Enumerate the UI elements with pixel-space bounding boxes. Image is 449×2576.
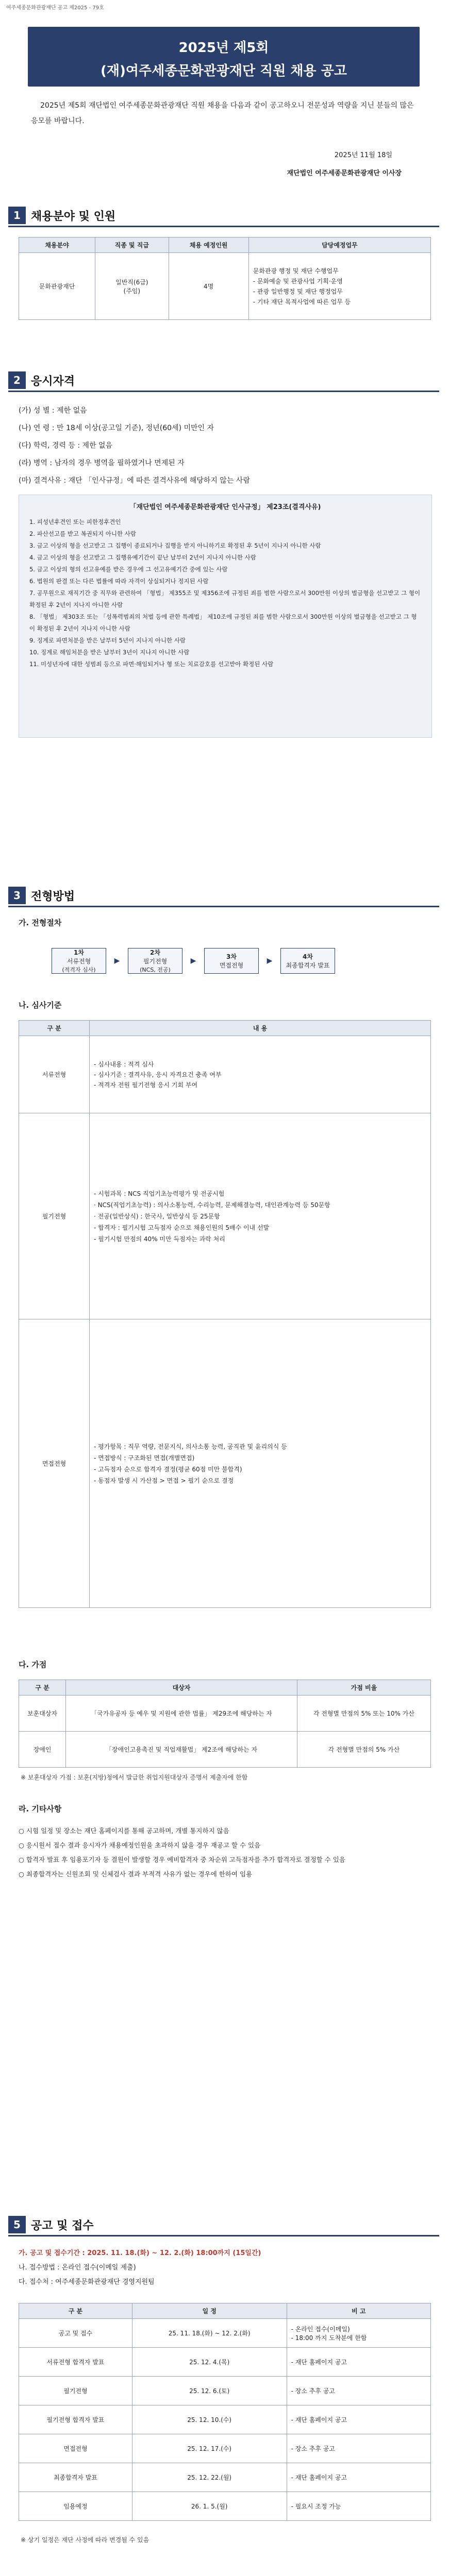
table-cell: 25. 12. 6.(토)	[132, 2377, 287, 2405]
arrow-right-icon: ▶	[114, 957, 120, 965]
section-number: 1	[8, 207, 26, 224]
subsection-title: 가. 전형절차	[19, 918, 62, 927]
section-1-header	[8, 206, 439, 225]
list-item: (마) 결격사유 : 재단 「인사규정」에 따른 결격사유에 해당하지 않는 사람	[19, 477, 250, 485]
table-cell: - 심사내용 : 적격 심사 - 심사기준 : 결격사유, 응시 자격요건 충족 여부 - 적격자 전원 필기전형 응시 기회 부여	[90, 1036, 431, 1113]
col-header: 구 분	[19, 1680, 66, 1696]
table-cell: - 온라인 접수(이메일) - 18:00 까지 도착분에 한함	[287, 2319, 430, 2348]
qualification-list	[19, 402, 431, 489]
col-header: 내 용	[90, 1021, 431, 1036]
intro-text: 2025년 제5회 재단법인 여주세종문화관광재단 직원 채용을 다음과 같이 공고하오니 전문성과 역량을 지닌 분들의 많은 응모를 바랍니다.	[31, 101, 414, 125]
list-item: 8. 「형법」 제303조 또는 「성폭력범죄의 처벌 등에 관한 특례법」 제10조에 규정된 죄를 범한 사람으로서 300만원 이상의 벌금형을 선고받고 그 형이 확정된 후 2년이 지나지 아니한 사람	[29, 613, 417, 632]
process-flow	[52, 948, 335, 974]
table-cell: 필기전형 합격자 발표	[19, 2405, 132, 2434]
table-cell: 필기전형	[19, 1113, 90, 1319]
section-title: 채용분야 및 인원	[31, 210, 116, 223]
col-header: 구 분	[19, 1021, 90, 1036]
list-item: 7. 공무원으로 재직기간 중 직무와 관련하여 「형법」 제355조 및 제356조에 규정된 죄를 범한 사람으로서 300만원 이상의 벌금형을 선고받고 그 형이 확정된 후 2년이 지나지 아니한 사람	[29, 589, 421, 608]
table-cell: 25. 11. 18.(화) ~ 12. 2.(화)	[132, 2319, 287, 2348]
subsection-title: 라. 기타사항	[19, 1804, 62, 1814]
table-cell: 4명	[169, 253, 248, 320]
schedule-note: ※ 상기 일정은 재단 사정에 따라 변경될 수 있음	[21, 2536, 149, 2544]
table-cell: 25. 12. 10.(수)	[132, 2405, 287, 2434]
flow-step: 4차 최종합격자 발표	[280, 948, 335, 974]
table-cell: - 재단 홈페이지 공고	[287, 2348, 430, 2377]
list-item: 6. 법원의 판결 또는 다른 법률에 따라 자격이 상실되거나 정지된 사람	[29, 578, 209, 585]
list-item: 나. 접수방법 : 온라인 접수(이메일 제출)	[19, 2264, 136, 2272]
section-title: 전형방법	[31, 890, 75, 903]
table-cell: 서류전형	[19, 1036, 90, 1113]
list-item: 가. 공고 및 접수기간 : 2025. 11. 18.(화) ~ 12. 2.(화) 18:00까지 (15일간)	[19, 2249, 261, 2257]
table-cell: 최종합격자 발표	[19, 2463, 132, 2492]
subsection-title: 다. 가점	[19, 1660, 47, 1669]
list-item: (라) 병역 : 남자의 경우 병역을 필하였거나 면제된 자	[19, 459, 185, 467]
list-item: 3. 금고 이상의 형을 선고받고 그 집행이 종료되거나 집행을 받지 아니하기로 확정된 후 5년이 지나지 아니한 사람	[29, 542, 321, 549]
list-item: 11. 미성년자에 대한 성범죄 등으로 파면·해임되거나 형 또는 치료감호를 선고받아 확정된 사람	[29, 660, 274, 668]
table-cell: 일반직(6급) (주임)	[95, 253, 169, 320]
recruit-table	[19, 237, 431, 320]
other-list	[19, 1824, 431, 1882]
table-cell: - 평가항목 : 직무 역량, 전문지식, 의사소통 능력, 공직관 및 윤리의식 등 - 면접방식 : 구조화된 면접(개별면접) - 고득점자 순으로 합격자 결정(평균 60점 미만 불합격) - 동점자 발생 시 가산점 > 면접 > 필기 순으로 결정	[90, 1319, 431, 1608]
col-header: 직종 및 직급	[95, 238, 169, 253]
disqualification-box	[19, 495, 432, 738]
section-5-header	[8, 2215, 439, 2234]
notice-list	[19, 2246, 431, 2290]
table-cell: 「국가유공자 등 예우 및 지원에 관한 법률」 제29조에 해당하는 자	[66, 1696, 297, 1732]
table-cell: 장애인	[19, 1732, 66, 1768]
subsection-title: 나. 심사기준	[19, 1001, 62, 1010]
list-item: 4. 금고 이상의 형을 선고받고 그 집행유예기간이 끝난 날부터 2년이 지나지 아니한 사람	[29, 554, 256, 561]
table-cell: 임용예정	[19, 2492, 132, 2521]
arrow-right-icon: ▶	[267, 957, 273, 965]
list-item: (가) 성 별 : 제한 없음	[19, 406, 87, 415]
col-header: 대상자	[66, 1680, 297, 1696]
arrow-right-icon: ▶	[190, 957, 196, 965]
table-cell: 필기전형	[19, 2377, 132, 2405]
table-cell: - 필요시 조정 가능	[287, 2492, 430, 2521]
list-item: ○ 응시원서 접수 결과 응시자가 채용예정인원을 초과하지 않을 경우 재공고 할 수 있음	[19, 1841, 261, 1849]
table-cell: 보훈대상자	[19, 1696, 66, 1732]
table-cell: 각 전형별 만점의 5% 가산	[297, 1732, 430, 1768]
flow-step: 1차 서류전형 (적격자 심사)	[52, 948, 106, 974]
list-item: (나) 연 령 : 만 18세 이상(공고일 기준), 정년(60세) 미만인 자	[19, 424, 214, 432]
list-item: ○ 최종합격자는 신원조회 및 신체검사 결과 부적격 사유가 없는 경우에 한하여 임용	[19, 1870, 253, 1878]
table-cell: - 장소 추후 공고	[287, 2377, 430, 2405]
bonus-note: ※ 보훈대상자 가점 : 보훈(지방)청에서 발급한 취업지원대상자 증명서 제출자에 한함	[21, 1774, 248, 1781]
col-header: 채용분야	[19, 238, 95, 253]
list-item: 5. 금고 이상의 형의 선고유예를 받은 경우에 그 선고유예기간 중에 있는 사람	[29, 566, 228, 573]
section-title: 응시자격	[31, 375, 75, 388]
announce-date: 2025년 11월 18일	[334, 151, 392, 159]
criteria-table	[19, 1020, 431, 1608]
title-line2: (재)여주세종문화관광재단 직원 채용 공고	[101, 63, 347, 79]
section-number: 2	[8, 371, 26, 389]
table-cell: 25. 12. 22.(월)	[132, 2463, 287, 2492]
organization-name: 재단법인 여주세종문화관광재단 이사장	[287, 170, 402, 177]
list-item: ○ 합격자 발표 후 임용포기자 등 결원이 발생할 경우 예비합격자 중 차순위 고득점자를 추가 합격자로 결정할 수 있음	[19, 1856, 345, 1863]
col-header: 채용 예정인원	[169, 238, 248, 253]
section-2-header	[8, 371, 439, 389]
table-cell: - 장소 추후 공고	[287, 2434, 430, 2463]
col-header: 구 분	[19, 2303, 132, 2319]
list-item: 2. 파산선고를 받고 복권되지 아니한 사람	[29, 530, 136, 537]
table-cell: - 재단 홈페이지 공고	[287, 2405, 430, 2434]
schedule-table	[19, 2303, 431, 2521]
list-item: 다. 접수처 : 여주세종문화관광재단 경영지원팀	[19, 2278, 155, 2286]
table-cell: 문화관광재단	[19, 253, 95, 320]
table-cell: 면접전형	[19, 2434, 132, 2463]
title-line1: 2025년 제5회	[178, 40, 269, 56]
section-3-header	[8, 886, 439, 905]
table-cell: 「장애인고용촉진 및 직업재활법」 제2조에 해당하는 자	[66, 1732, 297, 1768]
table-cell: 면접전형	[19, 1319, 90, 1608]
col-header: 일 정	[132, 2303, 287, 2319]
flow-step: 2차 필기전형 (NCS, 전공)	[128, 948, 182, 974]
table-cell: 25. 12. 4.(목)	[132, 2348, 287, 2377]
list-item: 10. 징계로 해임처분을 받은 날부터 3년이 지나지 아니한 사람	[29, 649, 190, 656]
section-title: 공고 및 접수	[31, 2219, 94, 2232]
doc-reference: 여주세종문화관광재단 공고 제2025 - 79호	[6, 5, 104, 11]
table-cell: 26. 1. 5.(월)	[132, 2492, 287, 2521]
table-cell: 서류전형 합격자 발표	[19, 2348, 132, 2377]
table-cell: 각 전형별 만점의 5% 또는 10% 가산	[297, 1696, 430, 1732]
section-number: 3	[8, 887, 26, 904]
table-cell: - 재단 홈페이지 공고	[287, 2463, 430, 2492]
section-number: 5	[8, 2216, 26, 2233]
col-header: 가점 비율	[297, 1680, 430, 1696]
list-item: 1. 피성년후견인 또는 피한정후견인	[29, 518, 121, 526]
list-item: (다) 학력, 경력 등 : 제한 없음	[19, 442, 113, 450]
table-cell: 문화관광 행정 및 재단 수행업무 - 문화예술 및 관광사업 기획·운영 - 관광 일반행정 및 재단 행정업무 - 기타 재단 목적사업에 따른 업무 등	[248, 253, 430, 320]
list-item: 9. 징계로 파면처분을 받은 날부터 5년이 지나지 아니한 사람	[29, 637, 186, 644]
table-cell: 공고 및 접수	[19, 2319, 132, 2348]
table-cell: - 시험과목 : NCS 직업기초능력평가 및 전공시험 · NCS(직업기초능력) : 의사소통능력, 수리능력, 문제해결능력, 대인관계능력 등 50문항 · 전공(일반상식) : 한국사, 일반상식 등 25문항 - 합격자 : 필기시험 고득점자 순으로 채용인원의 5배수 이내 선발 - 필기시험 만점의 40% 미만 득점자는 과락 처리	[90, 1113, 431, 1319]
bonus-table	[19, 1680, 431, 1768]
list-item: ○ 시험 일정 및 장소는 재단 홈페이지를 통해 공고하며, 개별 통지하지 않음	[19, 1827, 229, 1835]
table-cell: 25. 12. 17.(수)	[132, 2434, 287, 2463]
box-title: 「재단법인 여주세종문화관광재단 인사규정」 제23조(결격사유)	[129, 503, 321, 511]
flow-step: 3차 면접전형	[204, 948, 259, 974]
col-header: 비 고	[287, 2303, 430, 2319]
title-banner	[28, 27, 420, 87]
col-header: 담당예정업무	[248, 238, 430, 253]
